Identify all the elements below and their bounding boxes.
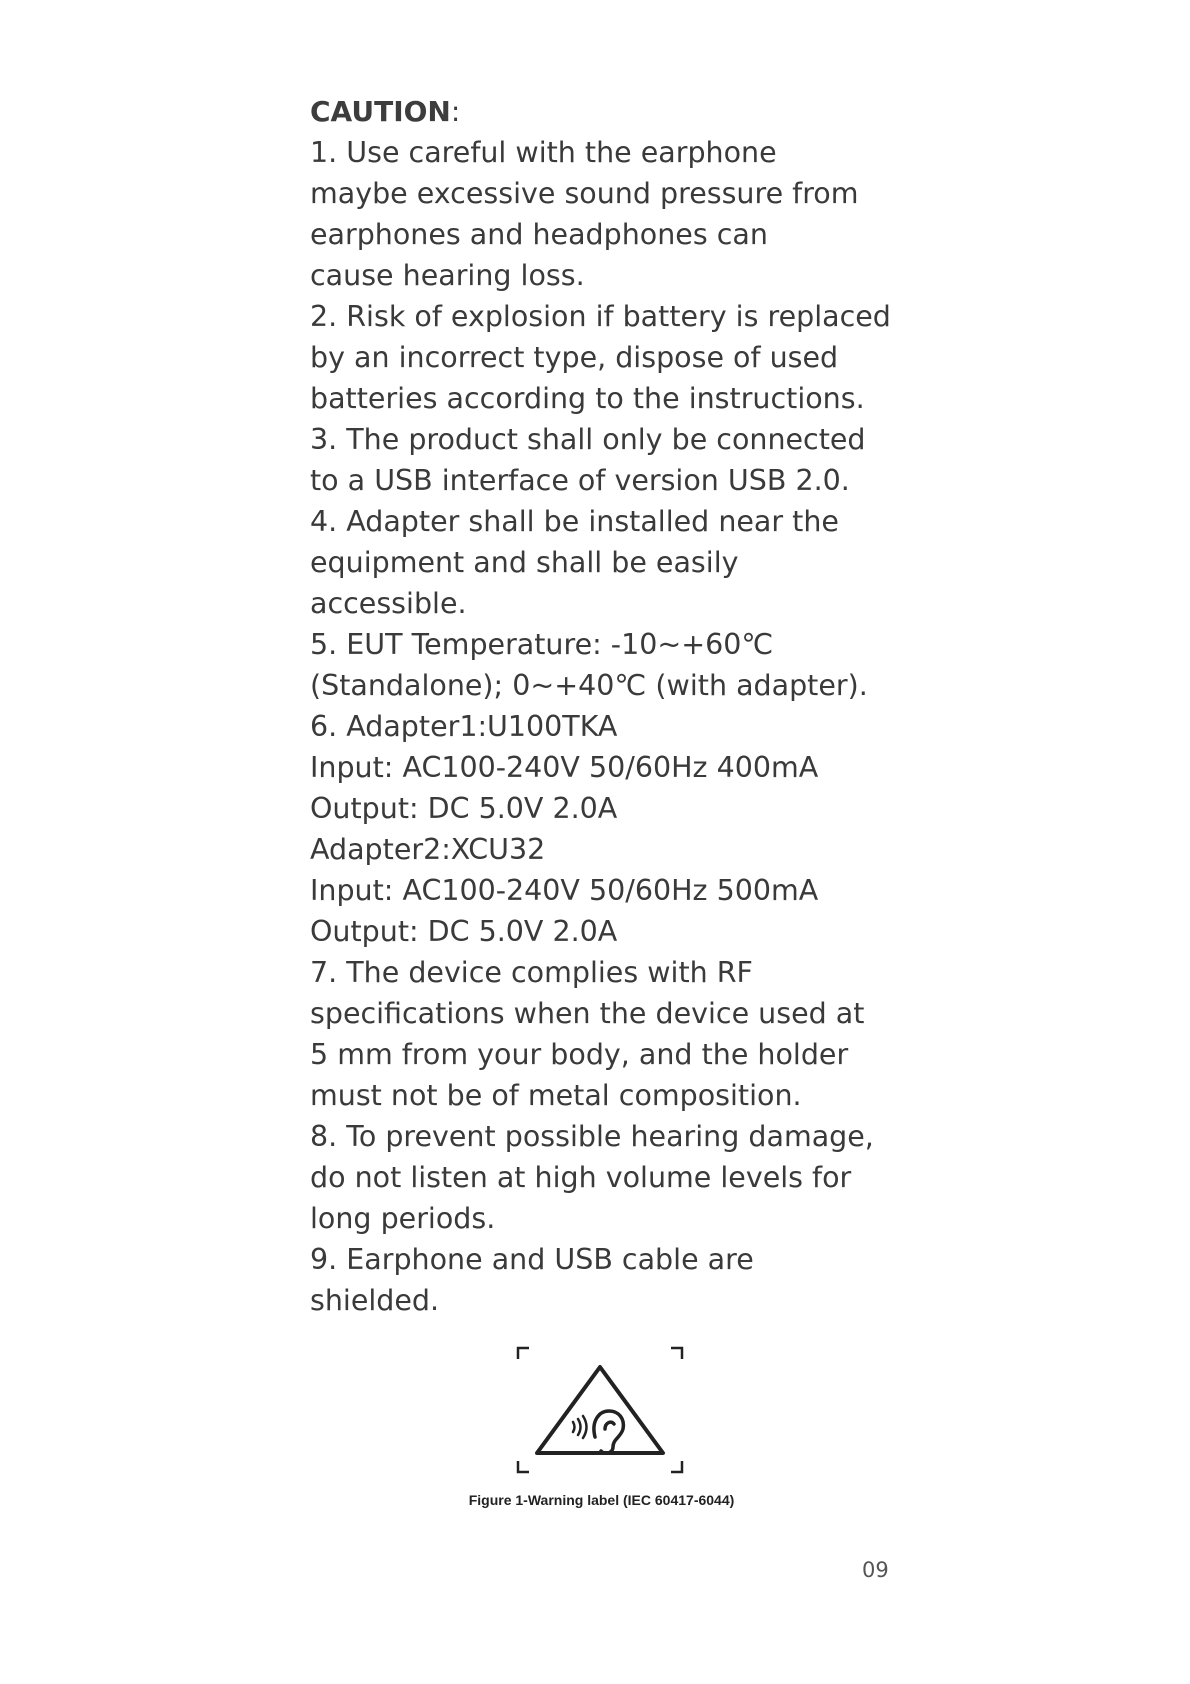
page-number: 09 — [862, 1558, 889, 1582]
caution-line: must not be of metal composition. — [310, 1079, 802, 1112]
hearing-warning-icon — [515, 1345, 685, 1475]
caution-section — [310, 92, 910, 1321]
caution-line: Input: AC100-240V 50/60Hz 400mA — [310, 751, 819, 784]
caution-line: Input: AC100-240V 50/60Hz 500mA — [310, 874, 819, 907]
caution-line: cause hearing loss. — [310, 259, 585, 292]
caution-line: (Standalone); 0~+40℃ (with adapter). — [310, 669, 868, 702]
caution-line: 3. The product shall only be connected — [310, 423, 866, 456]
caution-line: 5 mm from your body, and the holder — [310, 1038, 849, 1071]
caution-line: 7. The device complies with RF — [310, 956, 753, 989]
figure-caption-text: Figure 1-Warning label (IEC 60417-6044) — [468, 1492, 735, 1508]
caution-line: equipment and shall be easily — [310, 546, 739, 579]
caution-colon: : — [450, 95, 461, 128]
caution-line: earphones and headphones can — [310, 218, 768, 251]
caution-line: 2. Risk of explosion if battery is replaced — [310, 300, 891, 333]
caution-line: by an incorrect type, dispose of used — [310, 341, 839, 374]
caution-line: maybe excessive sound pressure from — [310, 177, 859, 210]
caution-title: CAUTION — [310, 95, 451, 128]
caution-line: Output: DC 5.0V 2.0A — [310, 915, 618, 948]
warning-label-figure — [515, 1345, 685, 1475]
caution-line: Adapter2:XCU32 — [310, 833, 546, 866]
caution-line: 8. To prevent possible hearing damage, — [310, 1120, 874, 1153]
caution-line: accessible. — [310, 587, 467, 620]
caution-line: long periods. — [310, 1202, 496, 1235]
caution-list — [310, 132, 910, 1321]
caution-line: Output: DC 5.0V 2.0A — [310, 792, 618, 825]
caution-line: do not listen at high volume levels for — [310, 1161, 852, 1194]
caution-line: 4. Adapter shall be installed near the — [310, 505, 839, 538]
caution-line: batteries according to the instructions. — [310, 382, 865, 415]
caution-heading — [310, 92, 910, 132]
caution-line: 5. EUT Temperature: -10~+60℃ — [310, 628, 774, 661]
caution-line: specifications when the device used at — [310, 997, 865, 1030]
caution-line: to a USB interface of version USB 2.0. — [310, 464, 850, 497]
caution-line: 6. Adapter1:U100TKA — [310, 710, 618, 743]
caution-line: 1. Use careful with the earphone — [310, 136, 777, 169]
figure-caption — [0, 1492, 1190, 1508]
caution-line: shielded. — [310, 1284, 440, 1317]
caution-line: 9. Earphone and USB cable are — [310, 1243, 754, 1276]
